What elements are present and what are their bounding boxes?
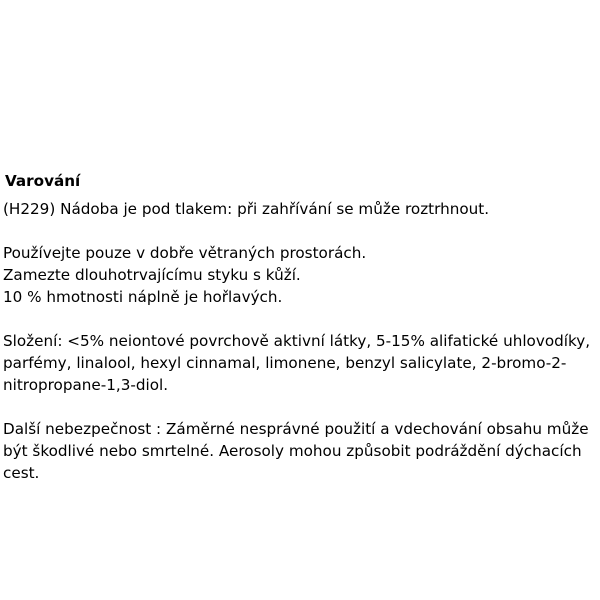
warning-label-text	[3, 170, 597, 484]
composition-paragraph	[3, 330, 597, 396]
other-hazards-paragraph	[3, 418, 597, 484]
spacer	[3, 308, 597, 330]
other-hazards-line: cest.	[3, 464, 40, 482]
precaution-line: Zamezte dlouhotrvajícímu styku s kůží.	[3, 266, 301, 284]
spacer	[3, 220, 597, 242]
composition-line: nitropropane-1,3-diol.	[3, 376, 169, 394]
precaution-line: 10 % hmotnosti náplně je hořlavých.	[3, 288, 283, 306]
precaution-line: Používejte pouze v dobře větraných prostorách.	[3, 244, 367, 262]
warning-heading: Varování	[5, 172, 81, 190]
composition-line: parfémy, linalool, hexyl cinnamal, limonene, benzyl salicylate, 2-bromo-2-	[3, 354, 567, 372]
other-hazards-line: Další nebezpečnost : Záměrné nesprávné použití a vdechování obsahu může	[3, 420, 589, 438]
other-hazards-line: být škodlivé nebo smrtelné. Aerosoly mohou způsobit podráždění dýchacích	[3, 442, 582, 460]
hazard-statement: (H229) Nádoba je pod tlakem: při zahřívání se může roztrhnout.	[3, 200, 490, 218]
composition-line: Složení: <5% neiontové povrchově aktivní látky, 5-15% alifatické uhlovodíky,	[3, 332, 591, 350]
spacer	[3, 396, 597, 418]
precautions-paragraph	[3, 242, 597, 308]
